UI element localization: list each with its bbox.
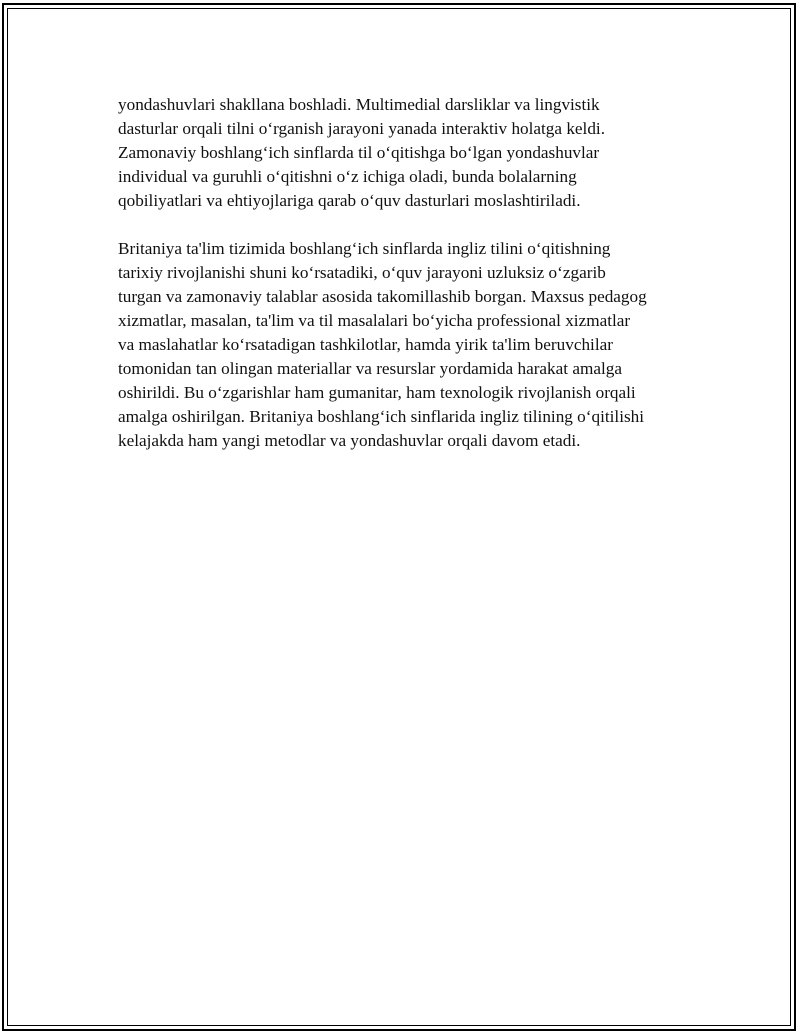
paragraph-line: amalga oshirilgan. Britaniya boshlang‘ich sinflarida ingliz tilining o‘qitilishi [118,407,645,426]
paragraph-line: tomonidan tan olingan materiallar va resurslar yordamida harakat amalga [118,359,622,378]
paragraph-2 [118,237,708,453]
paragraph-line: qobiliyatlari va ehtiyojlariga qarab o‘quv dasturlari moslashtiriladi. [118,191,581,210]
paragraph-line: turgan va zamonaviy talablar asosida takomillashib borgan. Maxsus pedagog [118,287,647,306]
paragraph-line: Zamonaviy boshlang‘ich sinflarda til o‘qitishga bo‘lgan yondashuvlar [118,143,600,162]
paragraph-line: individual va guruhli o‘qitishni o‘z ichiga oladi, bunda bolalarning [118,167,577,186]
paragraph-line: xizmatlar, masalan, ta'lim va til masalalari bo‘yicha professional xizmatlar [118,311,631,330]
paragraph-line: tarixiy rivojlanishi shuni ko‘rsatadiki, o‘quv jarayoni uzluksiz o‘zgarib [118,263,606,282]
paragraph-line: dasturlar orqali tilni o‘rganish jarayoni yanada interaktiv holatga keldi. [118,119,605,138]
paragraph-line: yondashuvlari shakllana boshladi. Multimedial darsliklar va lingvistik [118,95,600,114]
paragraph-line: Britaniya ta'lim tizimida boshlang‘ich sinflarda ingliz tilini o‘qitishning [118,239,611,258]
paragraph-1 [118,93,708,213]
paragraph-line: kelajakda ham yangi metodlar va yondashuvlar orqali davom etadi. [118,431,581,450]
document-body [118,93,708,477]
paragraph-line: oshirildi. Bu o‘zgarishlar ham gumanitar, ham texnologik rivojlanish orqali [118,383,636,402]
paragraph-line: va maslahatlar ko‘rsatadigan tashkilotlar, hamda yirik ta'lim beruvchilar [118,335,613,354]
